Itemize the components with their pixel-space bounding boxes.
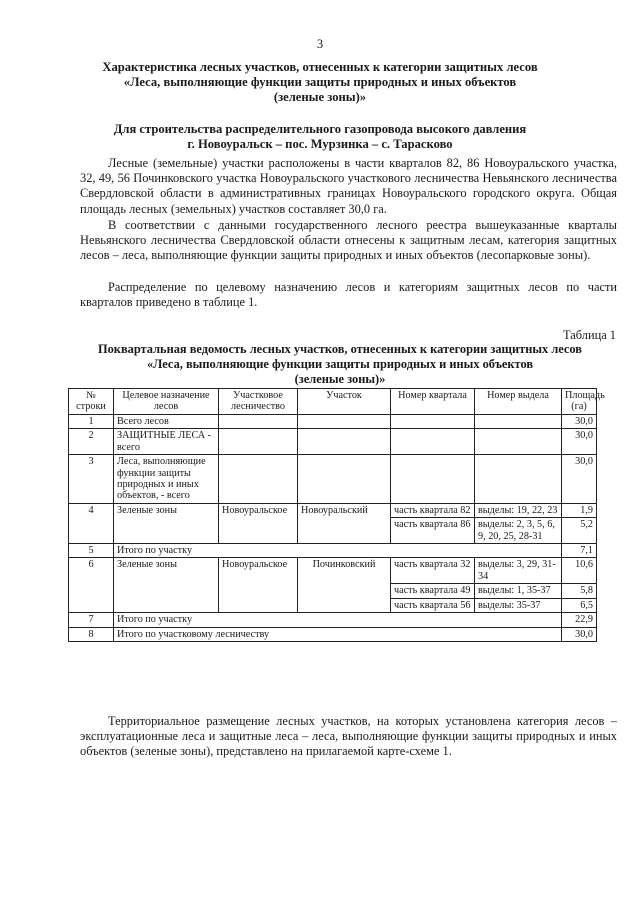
header-area: Площадь (га) xyxy=(562,389,597,415)
cell-num: 8 xyxy=(69,627,114,641)
cell-area: 30,0 xyxy=(562,627,597,641)
table-row xyxy=(69,503,597,517)
subtitle-line: Для строительства распределительного газопровода высокого давления xyxy=(113,122,527,136)
cell-num: 7 xyxy=(69,613,114,627)
table-row xyxy=(69,613,597,627)
paragraph: Распределение по целевому назначению лесов и категориям защитных лесов по части кварталов приведено в таблице 1. xyxy=(80,280,617,310)
header-allotment: Номер выдела xyxy=(475,389,562,415)
cell-site: Новоуральский xyxy=(298,503,391,543)
cell-quarter: часть квартала 86 xyxy=(391,518,475,544)
cell-purpose: Итого по участку xyxy=(114,613,562,627)
cell-purpose: Итого по участковому лесничеству xyxy=(114,627,562,641)
forest-plots-table xyxy=(68,388,605,642)
cell-area: 5,8 xyxy=(562,584,597,598)
cell-forestry: Новоуральское xyxy=(219,558,298,613)
cell-area: 30,0 xyxy=(562,429,597,455)
document-title xyxy=(60,60,580,105)
cell-quarter: часть квартала 32 xyxy=(391,558,475,584)
table-title-line: «Леса, выполняющие функции защиты природных и иных объектов xyxy=(146,356,534,371)
table-header-row xyxy=(69,389,597,415)
table-row xyxy=(69,558,597,584)
cell-allotment: выделы: 1, 35-37 xyxy=(475,584,562,598)
title-line: (зеленые зоны)» xyxy=(273,90,367,104)
title-line: «Леса, выполняющие функции защиты природных и иных объектов xyxy=(123,75,517,89)
cell-purpose: Всего лесов xyxy=(114,414,219,428)
title-line: Характеристика лесных участков, отнесенных к категории защитных лесов xyxy=(102,60,538,74)
cell-area: 10,6 xyxy=(562,558,597,584)
subtitle-line: г. Новоуральск – пос. Мурзинка – с. Тарасково xyxy=(187,137,453,151)
header-quarter: Номер квартала xyxy=(391,389,475,415)
table-title-line: (зеленые зоны)» xyxy=(294,371,386,386)
cell-allotment: выделы: 2, 3, 5, 6, 9, 20, 25, 28-31 xyxy=(475,518,562,544)
cell-quarter: часть квартала 49 xyxy=(391,584,475,598)
header-forestry: Участковое лесничество xyxy=(219,389,298,415)
table-label: Таблица 1 xyxy=(563,328,616,342)
cell-area: 22,9 xyxy=(562,613,597,627)
header-num: № строки xyxy=(69,389,114,415)
cell-quarter: часть квартала 56 xyxy=(391,598,475,612)
cell-area: 5,2 xyxy=(562,518,597,544)
cell-purpose: ЗАЩИТНЫЕ ЛЕСА - всего xyxy=(114,429,219,455)
cell-area: 7,1 xyxy=(562,544,597,558)
closing-paragraph: Территориальное размещение лесных участков, на которых установлена категория лесов – эксплуатационные леса и защитные леса – леса, выполняющие функции защиты природных и иных объектов (зеленые зоны), представлено на прилагаемой карте-схеме 1. xyxy=(80,714,617,759)
cell-area: 30,0 xyxy=(562,455,597,504)
header-purpose: Целевое назначение лесов xyxy=(114,389,219,415)
cell-num: 1 xyxy=(69,414,114,428)
cell-num: 3 xyxy=(69,455,114,504)
table-title xyxy=(70,342,610,386)
document-subtitle xyxy=(60,122,580,152)
table-row xyxy=(69,414,597,428)
table-row xyxy=(69,455,597,504)
cell-purpose: Зеленые зоны xyxy=(114,503,219,543)
cell-area: 30,0 xyxy=(562,414,597,428)
table-row xyxy=(69,627,597,641)
cell-forestry: Новоуральское xyxy=(219,503,298,543)
cell-allotment: выделы: 3, 29, 31-34 xyxy=(475,558,562,584)
cell-num: 2 xyxy=(69,429,114,455)
cell-allotment: выделы: 35-37 xyxy=(475,598,562,612)
paragraph: В соответствии с данными государственного лесного реестра вышеуказанные кварталы Невьянского лесничества Свердловской области отнесены к защитным лесам, категория защитных лесов – леса, выполняющие функции защиты природных и иных объектов (лесопарковые зоны). xyxy=(80,218,617,263)
cell-area: 1,9 xyxy=(562,503,597,517)
paragraph: Лесные (земельные) участки расположены в части кварталов 82, 86 Новоуральского участка, 32, 49, 56 Починковского участка Новоуральского участкового лесничества Невьянского лесничества Свердловской области в административных границах Новоуральского городского округа. Общая площадь лесных (земельных) участков составляет 30,0 га. xyxy=(80,156,617,216)
cell-quarter: часть квартала 82 xyxy=(391,503,475,517)
table-row xyxy=(69,429,597,455)
table-title-line: Поквартальная ведомость лесных участков, отнесенных к категории защитных лесов xyxy=(97,342,583,356)
cell-purpose: Зеленые зоны xyxy=(114,558,219,613)
cell-purpose: Итого по участку xyxy=(114,544,562,558)
page-number: 3 xyxy=(316,37,324,51)
table-row xyxy=(69,544,597,558)
cell-purpose: Леса, выполняющие функции защиты природных и иных объектов, - всего xyxy=(114,455,219,504)
cell-area: 6,5 xyxy=(562,598,597,612)
cell-num: 6 xyxy=(69,558,114,613)
header-site: Участок xyxy=(298,389,391,415)
cell-allotment: выделы: 19, 22, 23 xyxy=(475,503,562,517)
cell-num: 5 xyxy=(69,544,114,558)
cell-num: 4 xyxy=(69,503,114,543)
cell-site: Починковский xyxy=(298,558,391,613)
